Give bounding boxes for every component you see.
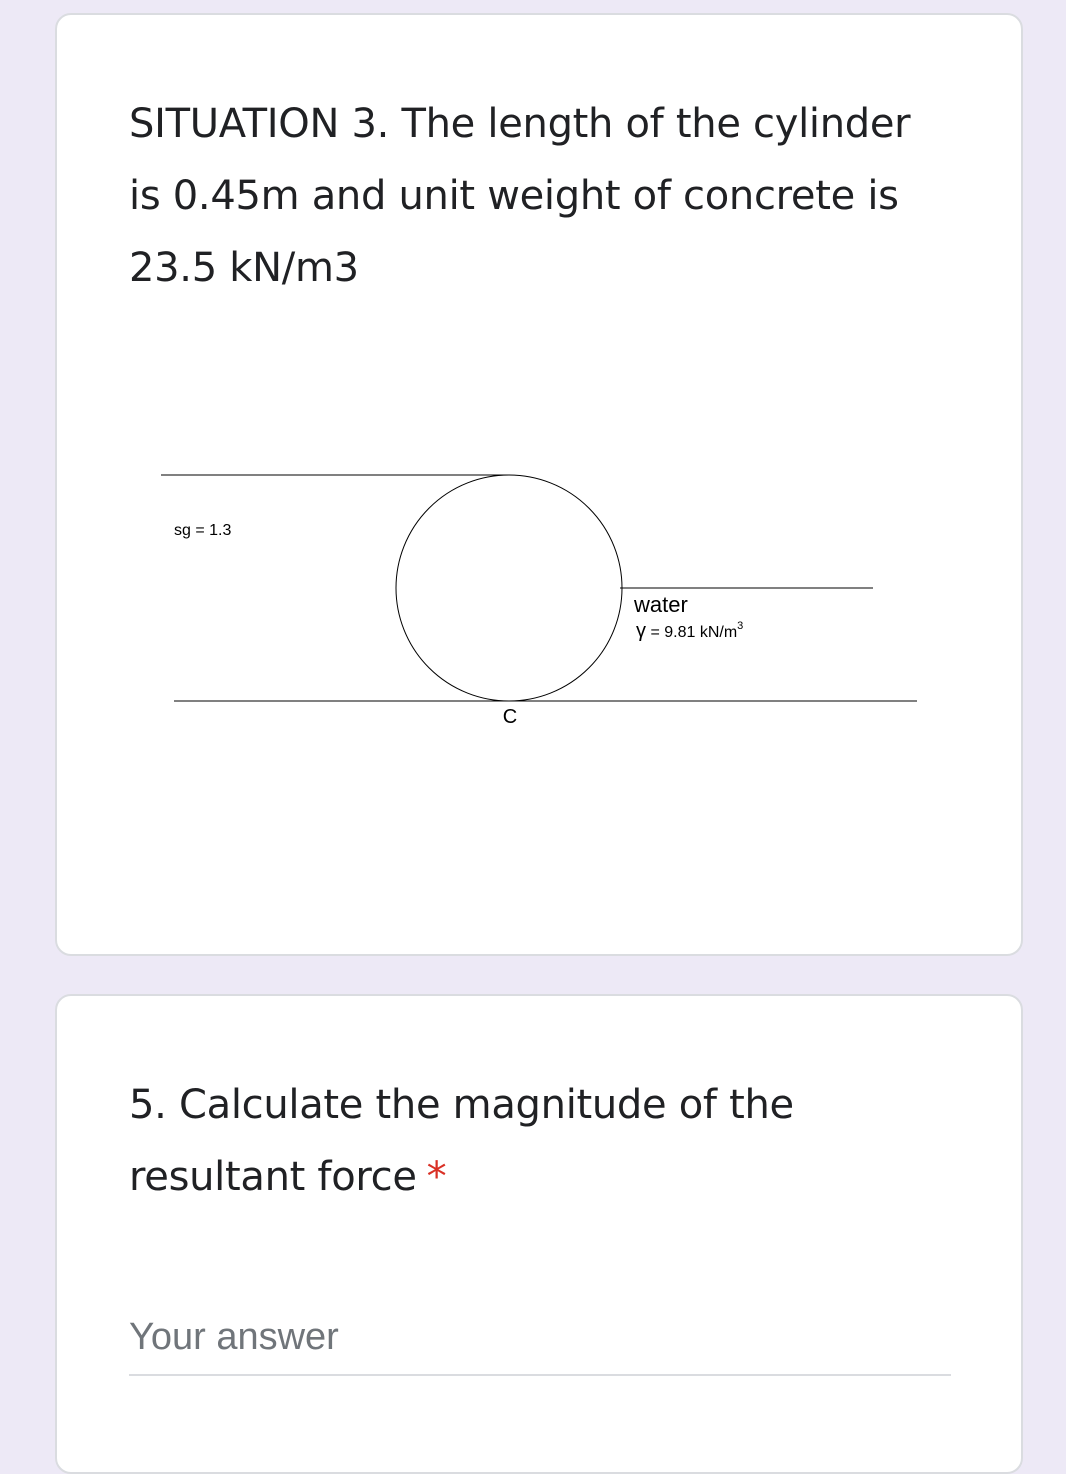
- gamma-value: = 9.81 kN/m: [646, 624, 738, 641]
- gamma-exponent: 3: [737, 620, 744, 632]
- gamma-label: [636, 620, 743, 642]
- situation-description: SITUATION 3. The length of the cylinder is 0.45m and unit weight of concrete is 23.5 kN/m3: [129, 101, 911, 291]
- water-label: water: [634, 592, 688, 617]
- point-c-label: C: [502, 706, 518, 728]
- answer-input[interactable]: [129, 1300, 951, 1376]
- question-text: 5. Calculate the magnitude of the resultant force: [129, 1082, 794, 1200]
- question-title: [129, 1069, 949, 1213]
- required-asterisk: *: [426, 1154, 447, 1200]
- gamma-symbol: γ: [636, 620, 646, 642]
- cylinder-circle: [396, 475, 622, 701]
- sg-label: sg = 1.3: [174, 522, 232, 539]
